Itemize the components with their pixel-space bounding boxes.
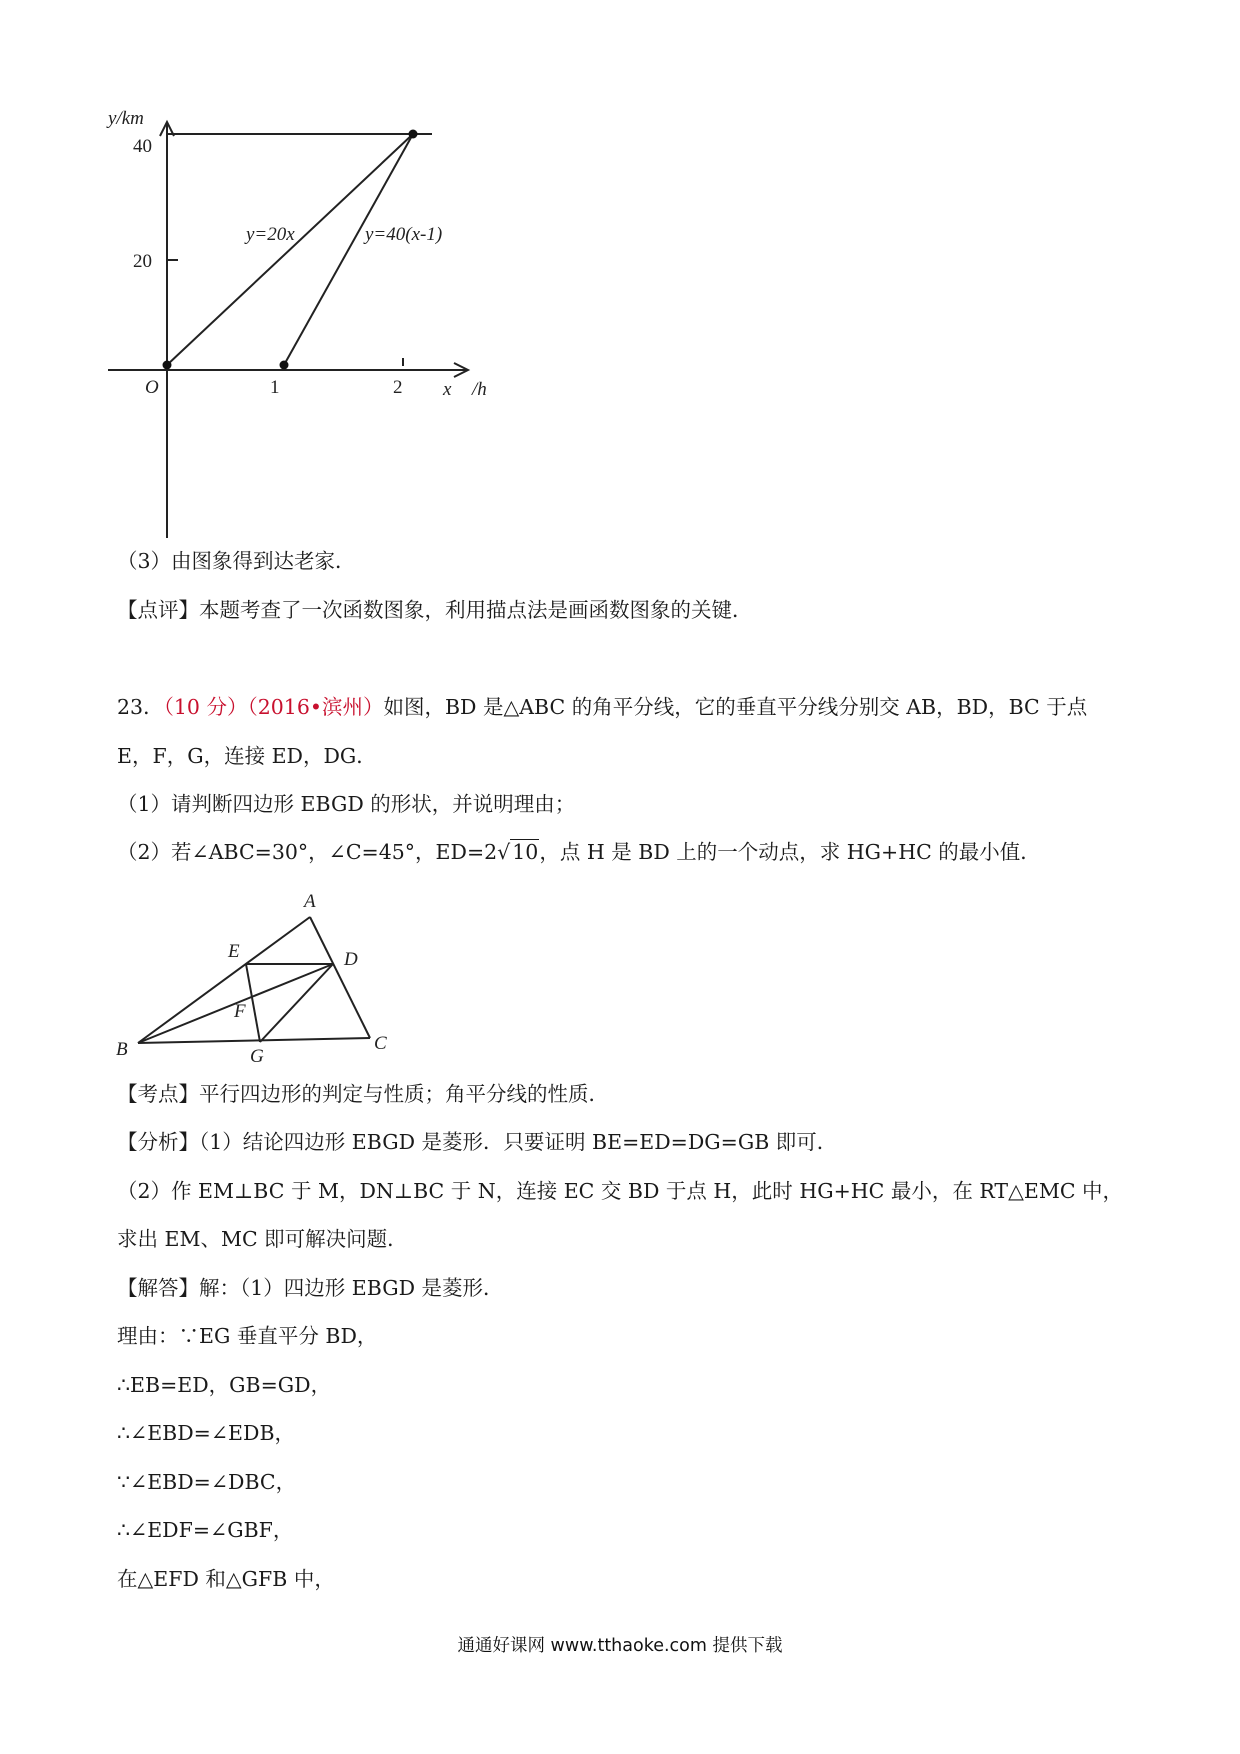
label-E: E bbox=[228, 941, 240, 962]
q23-stem-line1 bbox=[117, 693, 1087, 721]
label-B: B bbox=[116, 1039, 128, 1060]
q23-meta: （10 分）（2016•滨州） bbox=[163, 695, 384, 719]
q23-part1: （1）请判断四边形 EBGD 的形状，并说明理由； bbox=[117, 792, 576, 816]
q23-step5: 在△EFD 和△GFB 中， bbox=[117, 1567, 335, 1591]
segment-EG bbox=[246, 964, 260, 1042]
q23-stem-text: 如图，BD 是△ABC 的角平分线，它的垂直平分线分别交 AB，BD，BC 于点 bbox=[383, 695, 1088, 719]
q23-jieda: 【解答】解：（1）四边形 EBGD 是菱形． bbox=[117, 1276, 504, 1300]
label-D: D bbox=[344, 949, 358, 970]
q23-step2: ∴∠EBD=∠EDB， bbox=[117, 1421, 296, 1445]
q23-fenxi-3: 求出 EM、MC 即可解决问题． bbox=[117, 1227, 408, 1251]
series-line-y20x bbox=[167, 134, 413, 365]
segment-GD bbox=[260, 964, 333, 1042]
q22-comment: 【点评】本题考查了一次函数图象，利用描点法是画函数图象的关键． bbox=[117, 598, 753, 622]
q23-part2-before: （2）若∠ABC=30°，∠C=45°，ED=2 bbox=[117, 840, 498, 864]
y-tick-label-40: 40 bbox=[133, 136, 152, 157]
function-graph bbox=[100, 110, 550, 540]
q23-step4: ∴∠EDF=∠GBF， bbox=[117, 1518, 294, 1542]
point-peak bbox=[409, 130, 418, 139]
line2-label: y=40(x-1) bbox=[365, 224, 443, 245]
x-axis-unit-label: /h bbox=[472, 379, 487, 400]
y-tick-label-20: 20 bbox=[133, 251, 152, 272]
segment-BA bbox=[138, 917, 310, 1043]
point-x1 bbox=[280, 361, 289, 370]
x-axis-var-label: x bbox=[443, 379, 452, 400]
label-G: G bbox=[250, 1046, 264, 1065]
x-tick-label-1: 1 bbox=[270, 377, 280, 398]
label-A: A bbox=[304, 891, 316, 912]
sqrt-radical bbox=[497, 838, 539, 866]
sqrt-radicand: 10 bbox=[512, 840, 539, 864]
q23-fenxi-1: 【分析】（1）结论四边形 EBGD 是菱形．只要证明 BE=ED=DG=GB 即可． bbox=[117, 1130, 838, 1154]
sqrt-sign: √ bbox=[497, 840, 511, 864]
q22-part3: （3）由图象得到达老家． bbox=[117, 549, 356, 573]
q23-part2-after: ，点 H 是 BD 上的一个动点，求 HG+HC 的最小值． bbox=[539, 840, 1041, 864]
series-line-y40x1 bbox=[284, 134, 413, 365]
segment-BC bbox=[138, 1038, 370, 1043]
q23-reason: 理由：∵EG 垂直平分 BD， bbox=[117, 1324, 378, 1348]
q23-kaodian: 【考点】平行四边形的判定与性质；角平分线的性质． bbox=[117, 1082, 609, 1106]
label-F: F bbox=[234, 1001, 246, 1022]
q23-step3: ∵∠EBD=∠DBC， bbox=[117, 1470, 297, 1494]
page-footer: 通通好课网 www.tthaoke.com 提供下载 bbox=[457, 1636, 783, 1656]
x-tick-label-2: 2 bbox=[393, 377, 403, 398]
point-origin bbox=[163, 361, 172, 370]
q23-stem-line2: E，F，G，连接 ED，DG． bbox=[117, 744, 377, 768]
label-C: C bbox=[374, 1033, 387, 1054]
geometry-figure bbox=[110, 885, 400, 1065]
origin-label: O bbox=[145, 377, 159, 398]
y-axis-label: y/km bbox=[108, 110, 144, 129]
q23-fenxi-2: （2）作 EM⊥BC 于 M，DN⊥BC 于 N，连接 EC 交 BD 于点 H，此时 HG+HC 最小，在 RT△EMC 中， bbox=[117, 1179, 1124, 1203]
q23-step1: ∴EB=ED，GB=GD， bbox=[117, 1373, 332, 1397]
q23-part2 bbox=[117, 838, 1041, 866]
line1-label: y=20x bbox=[246, 224, 295, 245]
q23-number: 23． bbox=[117, 695, 164, 719]
